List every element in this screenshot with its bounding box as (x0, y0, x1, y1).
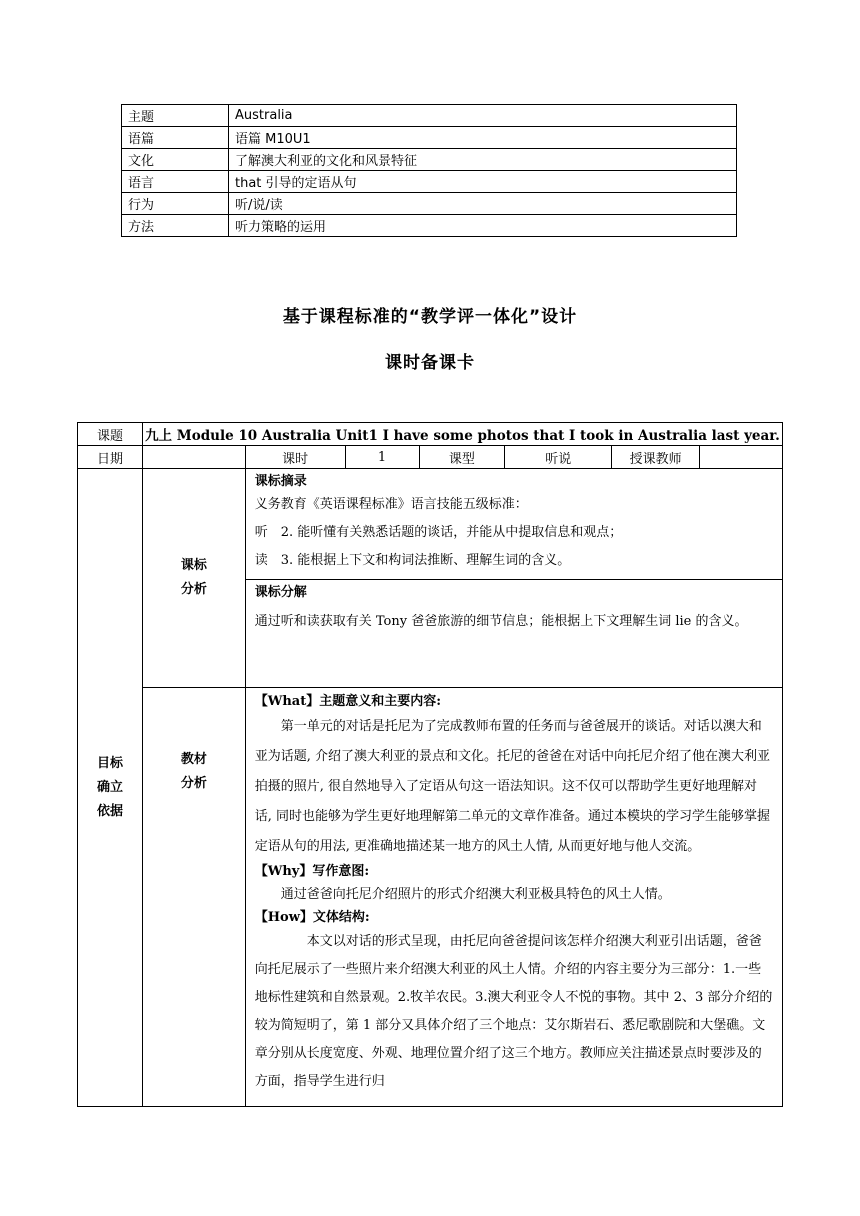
period-value: 1 (345, 446, 419, 469)
info-key: 行为 (122, 193, 229, 215)
topic-value: 九上 Module 10 Australia Unit1 I have some photos that I took in Australia last year. (142, 423, 782, 446)
info-value: 听/说/读 (229, 193, 737, 215)
what-text: 第一单元的对话是托尼为了完成教师布置的任务而与爸爸展开的谈话。对话以澳大和亚为话题, 介绍了澳大利亚的景点和文化。托尼的爸爸在对话中向托尼介绍了他在澳大利亚拍摄的照片, 很自然地导入了定语从句这一语法知识。这不仅可以帮助学生更好地理解对话, 同时也能够为学生更好地理解第二单元的文章作准备。通过本模块的学习学生能够掌握定语从句的用法, 更准确地描述某一地方的风土人情, 从而更好地与他人交流。 (254, 719, 771, 854)
topic-row (78, 423, 783, 446)
material-analysis-label (142, 688, 245, 1107)
meta-row (78, 446, 783, 469)
standard-decompose-cell (245, 580, 782, 688)
info-key: 主题 (122, 105, 229, 127)
basis-label-line: 依据 (96, 803, 123, 819)
info-key: 语言 (122, 171, 229, 193)
page-subtitle: 课时备课卡 (385, 353, 475, 373)
info-key: 语篇 (122, 127, 229, 149)
standard-excerpt-row (78, 469, 783, 580)
material-analysis-row (78, 688, 783, 1107)
date-label: 日期 (78, 446, 143, 469)
standard-excerpt-cell (245, 469, 782, 580)
period-label: 课时 (245, 446, 345, 469)
standard-label-line: 课标 (180, 558, 207, 573)
info-value: that 引导的定语从句 (229, 171, 737, 193)
what-heading: 【What】主题意义和主要内容: (254, 694, 442, 709)
topic-info-table (121, 104, 737, 237)
why-heading: 【Why】写作意图: (254, 864, 370, 879)
excerpt-heading: 课标摘录 (254, 474, 307, 489)
basis-label-line: 确立 (96, 779, 123, 795)
material-label-line: 教材 (180, 752, 207, 767)
info-value: 语篇 M10U1 (229, 127, 737, 149)
teacher-value (700, 446, 783, 469)
decompose-heading: 课标分解 (254, 585, 307, 600)
info-row-text (122, 127, 737, 149)
info-key: 文化 (122, 149, 229, 171)
type-label: 课型 (419, 446, 505, 469)
lesson-card-table (77, 422, 783, 1107)
type-value: 听说 (505, 446, 612, 469)
info-row-behavior (122, 193, 737, 215)
decompose-text: 通过听和读获取有关 Tony 爸爸旅游的细节信息；能根据上下文理解生词 lie 的含义。 (254, 614, 748, 629)
info-value: 了解澳大利亚的文化和风景特征 (229, 149, 737, 171)
info-row-culture (122, 149, 737, 171)
excerpt-line: 读 3. 能根据上下文和构词法推断、理解生词的含义。 (254, 553, 571, 568)
material-analysis-cell (245, 688, 782, 1107)
topic-label: 课题 (78, 423, 143, 446)
material-label-line: 分析 (180, 776, 207, 791)
info-value: 听力策略的运用 (229, 215, 737, 237)
info-row-language (122, 171, 737, 193)
info-row-theme (122, 105, 737, 127)
how-text: 本文以对话的形式呈现，由托尼向爸爸提问该怎样介绍澳大利亚引出话题，爸爸向托尼展示了一些照片来介绍澳大利亚的风土人情。介绍的内容主要分为三部分：1.一些地标性建筑和自然景观。2.牧羊农民。3.澳大利亚令人不悦的事物。其中 2、3 部分介绍的较为简短明了，第 1 部分又具体介绍了三个地点：艾尔斯岩石、悉尼歌剧院和大堡礁。文章分别从长度宽度、外观、地理位置介绍了这三个地方。教师应关注描述景点时要涉及的方面，指导学生进行归 (254, 934, 773, 1089)
info-key: 方法 (122, 215, 229, 237)
basis-label (78, 469, 143, 1107)
standard-label-line: 分析 (180, 582, 207, 597)
page-title: 基于课程标准的“教学评一体化”设计 (282, 307, 578, 327)
excerpt-line: 义务教育《英语课程标准》语言技能五级标准： (254, 497, 528, 512)
info-value: Australia (229, 105, 737, 127)
info-row-method (122, 215, 737, 237)
standard-analysis-label (142, 469, 245, 688)
how-heading: 【How】文体结构: (254, 910, 370, 925)
teacher-label: 授课教师 (612, 446, 700, 469)
basis-label-line: 目标 (96, 755, 123, 771)
excerpt-line: 听 2. 能听懂有关熟悉话题的谈话，并能从中提取信息和观点； (254, 525, 623, 540)
date-value (142, 446, 245, 469)
why-text: 通过爸爸向托尼介绍照片的形式介绍澳大利亚极具特色的风土人情。 (280, 887, 671, 902)
